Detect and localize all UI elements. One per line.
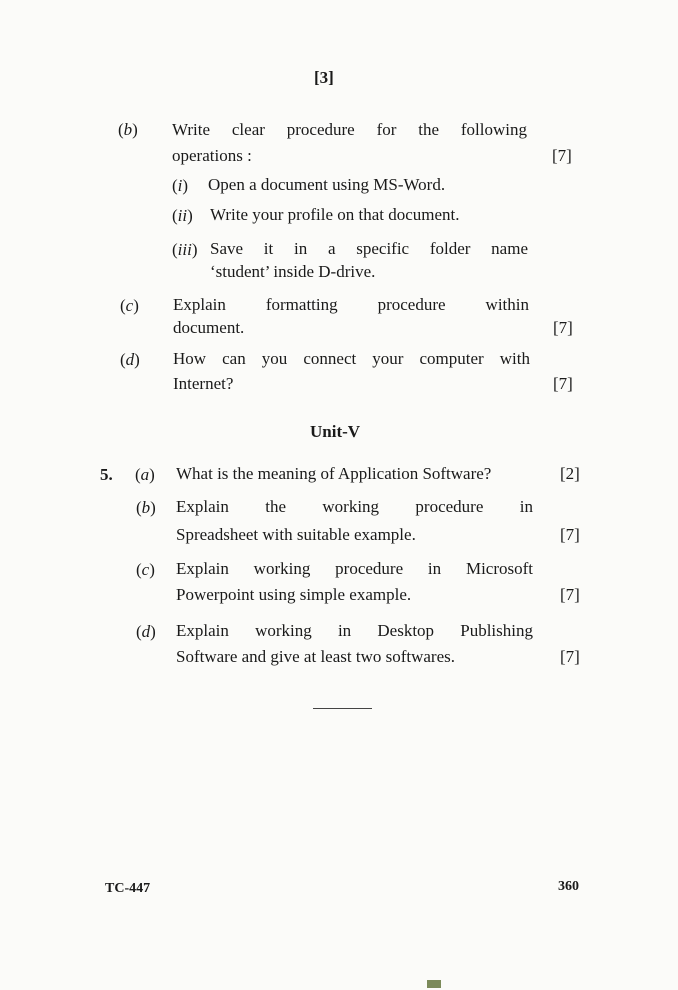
q5d-label: (d)	[136, 622, 156, 641]
q4c-marks: [7]	[553, 318, 573, 337]
q5c-text-line1: Explain working procedure in Microsoft	[176, 559, 533, 578]
q4d-text-line2: Internet?	[173, 374, 234, 393]
q4b-label: (b)	[118, 120, 138, 139]
q5a-text: What is the meaning of Application Software?	[176, 464, 492, 483]
q4d-marks: [7]	[553, 374, 573, 393]
q4c-label: (c)	[120, 296, 139, 315]
q4b-ii-text: Write your profile on that document.	[210, 205, 460, 224]
q4b-iii-label: (iii)	[172, 240, 198, 259]
q5c-label: (c)	[136, 560, 155, 579]
unit-heading: Unit-V	[310, 422, 361, 441]
q5b-label: (b)	[136, 498, 156, 517]
q5d-text-line1: Explain working in Desktop Publishing	[176, 621, 533, 640]
q4b-iii-text-line1: Save it in a specific folder name	[210, 239, 528, 258]
q5c-text-line2: Powerpoint using simple example.	[176, 585, 412, 604]
footer-code: TC-447	[105, 881, 151, 896]
q4b-i-label: (i)	[172, 176, 189, 195]
end-rule	[313, 708, 372, 709]
q4d-text-line1: How can you connect your computer with	[173, 349, 530, 368]
q5b-text-line1: Explain the working procedure in	[176, 497, 533, 516]
q5a-marks: [2]	[560, 464, 580, 483]
scan-mark	[427, 980, 441, 988]
q5b-marks: [7]	[560, 525, 580, 544]
q4b-iii-text-line2: ‘student’ inside D-drive.	[210, 262, 376, 281]
q5d-marks: [7]	[560, 647, 580, 666]
q4b-text-line2: operations :	[172, 146, 252, 165]
q5b-text-line2: Spreadsheet with suitable example.	[176, 525, 416, 544]
q4b-i-text: Open a document using MS-Word.	[208, 175, 446, 194]
page-number: [3]	[314, 68, 334, 87]
footer-number: 360	[558, 879, 579, 894]
q5c-marks: [7]	[560, 585, 580, 604]
q4c-text-line2: document.	[173, 318, 245, 337]
q4b-ii-label: (ii)	[172, 206, 193, 225]
q4c-text-line1: Explain formatting procedure within	[173, 295, 529, 314]
q4b-marks: [7]	[552, 146, 572, 165]
q5d-text-line2: Software and give at least two softwares.	[176, 647, 455, 666]
q5a-label: (a)	[135, 465, 155, 484]
q5-number: 5.	[100, 465, 113, 484]
q4d-label: (d)	[120, 350, 140, 369]
q4b-text-line1: Write clear procedure for the following	[172, 120, 527, 139]
